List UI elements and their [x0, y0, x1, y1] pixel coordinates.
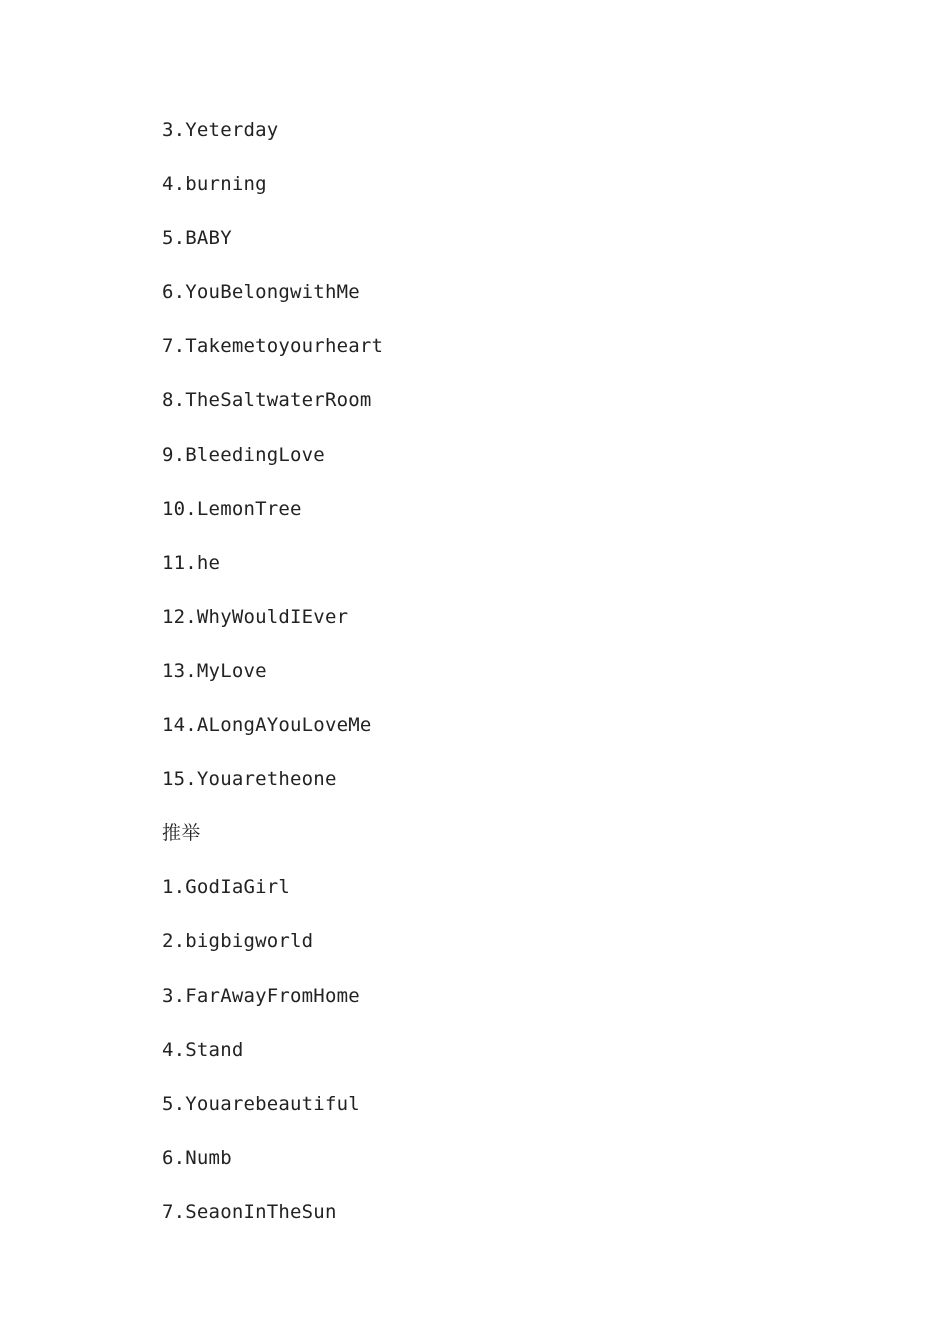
list-item: 4.Stand — [162, 1038, 244, 1061]
list-item: 7.SeaonInTheSun — [162, 1200, 337, 1223]
list-item: 4.burning — [162, 173, 267, 196]
list-item: 5.BABY — [162, 227, 232, 250]
list-item: 3.FarAwayFromHome — [162, 984, 360, 1007]
list-item: 9.BleedingLove — [162, 443, 325, 466]
list-item: 11.he — [162, 551, 221, 574]
list-item: 1.GodIaGirl — [162, 876, 291, 899]
list-item: 3.Yeterday — [162, 119, 279, 141]
list-item: 10.LemonTree — [162, 497, 302, 520]
list-item: 12.WhyWouldIEver — [162, 605, 349, 628]
list-item: 5.Youarebeautiful — [162, 1092, 360, 1115]
list-item: 6.Numb — [162, 1146, 232, 1169]
list-item: 7.Takemetoyourheart — [162, 335, 384, 358]
list-item: 15.Youaretheone — [162, 768, 337, 791]
list-item: 8.TheSaltwaterRoom — [162, 389, 372, 412]
list-item: 14.ALongAYouLoveMe — [162, 714, 372, 737]
section-heading: 推举 — [162, 822, 201, 845]
song-list — [162, 114, 383, 1250]
list-item: 13.MyLove — [162, 659, 267, 682]
list-item: 6.YouBelongwithMe — [162, 281, 360, 304]
list-item: 2.bigbigworld — [162, 930, 314, 953]
